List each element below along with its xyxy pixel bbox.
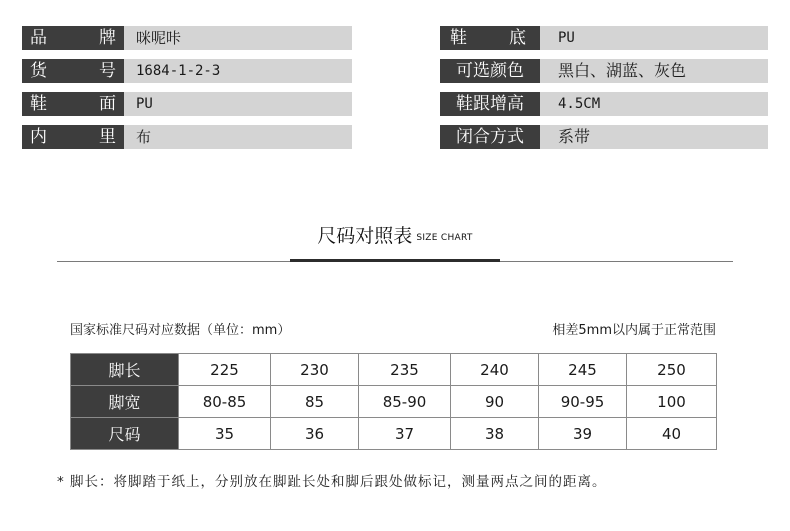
table-cell: 35 — [179, 418, 271, 450]
table-cell: 90-95 — [539, 386, 627, 418]
table-cell: 100 — [627, 386, 717, 418]
attr-label-item-no — [22, 59, 124, 83]
row-header: 脚长 — [71, 354, 179, 386]
attr-label-sole — [440, 26, 540, 50]
attr-label-heel-height: 鞋跟增高 — [440, 92, 540, 116]
table-cell: 39 — [539, 418, 627, 450]
attr-row-colors — [440, 59, 768, 83]
table-cell: 90 — [451, 386, 539, 418]
divider-accent — [290, 259, 500, 262]
table-cell: 85 — [271, 386, 359, 418]
size-table — [70, 353, 717, 450]
attr-label-char: 里 — [99, 127, 116, 147]
section-heading — [0, 222, 790, 252]
table-cell: 240 — [451, 354, 539, 386]
attr-row-heel-height — [440, 92, 768, 116]
attr-value-brand: 咪呢咔 — [124, 26, 352, 50]
attr-label-char: 内 — [30, 127, 47, 147]
attr-label-char: 货 — [30, 61, 47, 81]
attr-value-closure: 系带 — [540, 125, 768, 149]
attr-value-sole: PU — [540, 26, 768, 50]
table-cell: 36 — [271, 418, 359, 450]
table-cell: 40 — [627, 418, 717, 450]
measurement-footnote: * 脚长：将脚踏于纸上，分别放在脚趾长处和脚后跟处做标记，测量两点之间的距离。 — [57, 474, 607, 490]
attr-label-char: 底 — [509, 28, 526, 48]
table-cell: 225 — [179, 354, 271, 386]
table-caption: 国家标准尺码对应数据（单位：mm） — [70, 323, 291, 338]
attr-label-lining — [22, 125, 124, 149]
attr-value-heel-height: 4.5CM — [540, 92, 768, 116]
attr-label-brand — [22, 26, 124, 50]
attr-value-item-no: 1684-1-2-3 — [124, 59, 352, 83]
table-cell: 85-90 — [359, 386, 451, 418]
attr-label-upper — [22, 92, 124, 116]
attr-row-closure — [440, 125, 768, 149]
attr-label-char: 品 — [30, 28, 47, 48]
section-title: 尺码对照表 — [317, 225, 413, 247]
attr-row-item-no — [22, 59, 352, 83]
table-cell: 80-85 — [179, 386, 271, 418]
table-cell: 235 — [359, 354, 451, 386]
table-cell: 245 — [539, 354, 627, 386]
attr-row-brand — [22, 26, 352, 50]
table-row-foot-width — [71, 386, 717, 418]
row-header: 尺码 — [71, 418, 179, 450]
attr-label-char: 鞋 — [30, 94, 47, 114]
attr-label-char: 面 — [99, 94, 116, 114]
table-row-size — [71, 418, 717, 450]
table-cell: 37 — [359, 418, 451, 450]
attr-value-colors: 黑白、湖蓝、灰色 — [540, 59, 768, 83]
table-row-foot-length — [71, 354, 717, 386]
attr-label-char: 牌 — [99, 28, 116, 48]
section-subtitle: SIZE CHART — [416, 233, 473, 243]
attr-row-sole — [440, 26, 768, 50]
attr-label-char: 号 — [99, 61, 116, 81]
table-cell: 230 — [271, 354, 359, 386]
attr-row-upper — [22, 92, 352, 116]
attr-row-lining — [22, 125, 352, 149]
attr-label-closure: 闭合方式 — [440, 125, 540, 149]
attr-label-char: 鞋 — [450, 28, 467, 48]
table-cell: 250 — [627, 354, 717, 386]
attr-value-upper: PU — [124, 92, 352, 116]
table-cell: 38 — [451, 418, 539, 450]
attr-label-colors: 可选颜色 — [440, 59, 540, 83]
tolerance-note: 相差5mm以内属于正常范围 — [552, 323, 716, 338]
attr-value-lining: 布 — [124, 125, 352, 149]
row-header: 脚宽 — [71, 386, 179, 418]
